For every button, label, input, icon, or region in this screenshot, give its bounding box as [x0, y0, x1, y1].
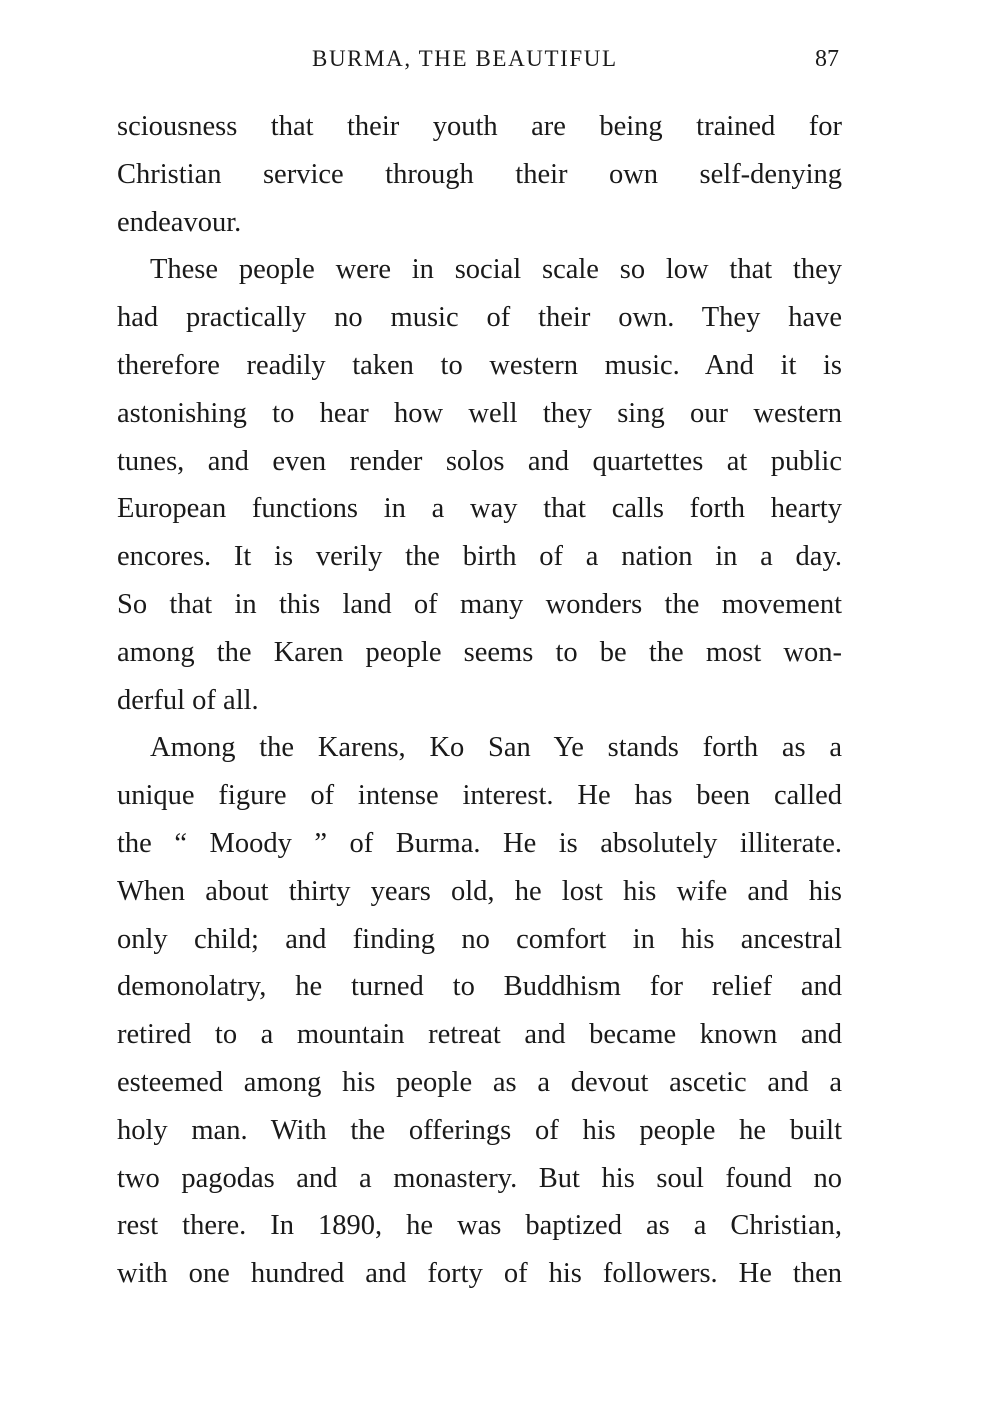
paragraph-1	[117, 103, 842, 246]
text-line: unique figure of intense interest. He has been called	[117, 780, 842, 812]
text-line: endeavour.	[117, 206, 242, 238]
text-line: encores. It is verily the birth of a nation in a day.	[117, 541, 842, 573]
text-line: tunes, and even render solos and quartettes at public	[117, 445, 842, 477]
running-title: BURMA, THE BEAUTIFUL	[312, 46, 618, 71]
text-line: Among the Karens, Ko San Ye stands forth as a	[150, 732, 842, 764]
text-line: therefore readily taken to western music. And it is	[117, 349, 842, 381]
text-line: Christian service through their own self-denying	[117, 158, 842, 190]
text-line: two pagodas and a monastery. But his soul found no	[117, 1162, 842, 1194]
text-line: When about thirty years old, he lost his wife and his	[117, 875, 842, 907]
page-number: 87	[815, 46, 839, 72]
text-line: demonolatry, he turned to Buddhism for relief and	[117, 971, 842, 1003]
text-line: among the Karen people seems to be the most won-	[117, 636, 842, 668]
paragraph-2	[117, 246, 842, 724]
paragraph-3	[117, 724, 842, 1298]
running-head	[0, 44, 1000, 78]
text-line: astonishing to hear how well they sing our western	[117, 397, 842, 429]
text-line: only child; and finding no comfort in his ancestral	[117, 923, 842, 955]
text-line: So that in this land of many wonders the movement	[117, 588, 842, 620]
text-line: rest there. In 1890, he was baptized as a Christian,	[117, 1210, 842, 1242]
text-line: the “ Moody ” of Burma. He is absolutely illiterate.	[117, 827, 842, 859]
text-line: esteemed among his people as a devout ascetic and a	[117, 1066, 842, 1098]
body-text	[117, 103, 842, 1298]
text-line: derful of all.	[117, 684, 259, 716]
text-line: retired to a mountain retreat and became known and	[117, 1019, 842, 1051]
text-line: with one hundred and forty of his followers. He then	[117, 1258, 842, 1290]
text-line: European functions in a way that calls forth hearty	[117, 493, 842, 525]
text-line: holy man. With the offerings of his people he built	[117, 1114, 842, 1146]
text-line: sciousness that their youth are being trained for	[117, 111, 842, 142]
text-line: had practically no music of their own. They have	[117, 302, 842, 334]
text-line: These people were in social scale so low that they	[150, 254, 842, 286]
